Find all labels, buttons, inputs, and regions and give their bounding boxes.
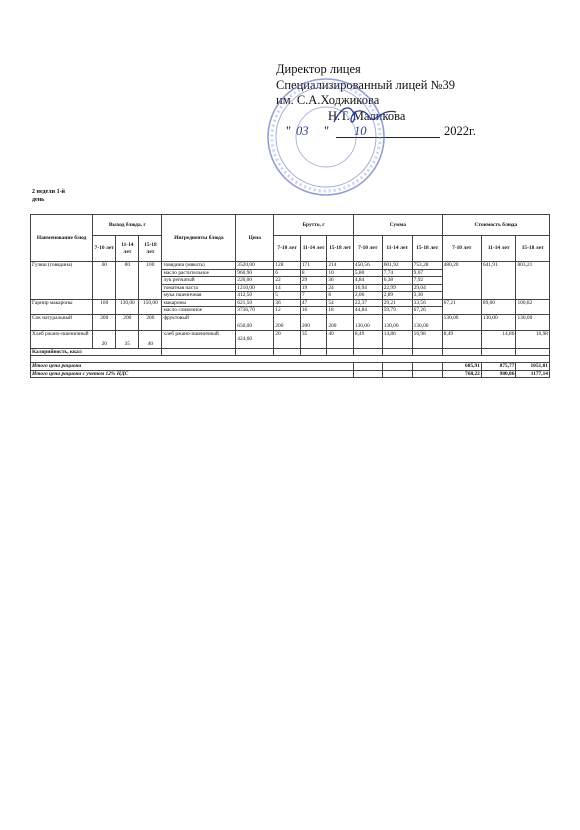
gross-cell: 8 [327, 292, 354, 300]
dish-name: Гарнир макароны [31, 299, 93, 314]
ingredient-name: фруктовый [162, 314, 236, 330]
total-vat-cell: 980,86 [481, 370, 516, 378]
total-cell: 685,91 [442, 363, 481, 371]
price-cell: 3736,70 [236, 307, 274, 315]
gross-cell: 47 [300, 299, 327, 307]
gross-cell: 14 [274, 284, 301, 292]
ingredient-name: лук репчатый [162, 277, 236, 285]
gross-cell: 24 [327, 284, 354, 292]
spacer-row [31, 356, 550, 363]
sum-cell: 5,80 [353, 269, 382, 277]
sum-cell: 8,49 [353, 330, 382, 348]
gross-cell: 20 [274, 330, 301, 348]
gross-cell: 171 [300, 262, 327, 270]
yield-cell: 150,00 [139, 299, 162, 314]
sum-cell: 16,98 [412, 330, 442, 348]
cost-cell: 641,91 [481, 262, 516, 300]
calories-label: Калорийность, ккал [31, 348, 162, 356]
approval-org: Специализированный лицей №39 [276, 77, 455, 92]
yield-cell: 40 [139, 330, 162, 348]
price-cell: 621,50 [236, 299, 274, 307]
ingredient-name: мука пшеничная [162, 292, 236, 300]
total-vat-cell: 1177,14 [516, 370, 550, 378]
header-dish: Наименование блюд [31, 215, 93, 262]
cost-cell: 100,82 [516, 299, 550, 314]
header-age: 7-10 лет [442, 236, 481, 262]
yield-cell: 100 [139, 262, 162, 300]
gross-cell: 36 [327, 277, 354, 285]
sum-cell: 14,86 [382, 330, 412, 348]
gross-cell: 12 [274, 307, 301, 315]
sum-cell: 7,74 [382, 269, 412, 277]
price-cell: 966,90 [236, 269, 274, 277]
gross-cell: 10 [327, 269, 354, 277]
approval-name-of: им. С.А.Ходжикова [276, 93, 380, 107]
header-age: 15-18 лет [327, 236, 354, 262]
sum-cell: 450,56 [353, 262, 382, 270]
table-row [31, 262, 550, 270]
header-age: 15-18 лет [516, 236, 550, 262]
sum-cell: 601,92 [382, 262, 412, 270]
header-age: 7-10 лет [274, 236, 301, 262]
gross-cell: 35 [300, 330, 327, 348]
header-age: 15-18 лет [412, 236, 442, 262]
price-cell: 1210,00 [236, 284, 274, 292]
yield-cell: 80 [116, 262, 139, 300]
price-cell: 412,50 [236, 292, 274, 300]
sum-cell: 29,04 [412, 284, 442, 292]
gross-cell: 200 [300, 314, 327, 330]
day-heading-line2: день [32, 197, 45, 203]
gross-cell: 22 [274, 277, 301, 285]
yield-cell: 130,00 [116, 299, 139, 314]
total-vat-label: Итого цена рациона с учетом 12% НДС [31, 370, 354, 378]
cost-cell: 16,98 [516, 330, 550, 348]
sum-cell: 67,26 [412, 307, 442, 315]
gross-cell: 16 [300, 307, 327, 315]
total-vat-row [31, 370, 550, 378]
date-year: 2022г. [444, 124, 476, 138]
yield-cell: 60 [93, 262, 116, 300]
yield-cell: 200 [139, 314, 162, 330]
cost-cell: 130,00 [481, 314, 516, 330]
cost-cell: 803,21 [516, 262, 550, 300]
header-gross: Брутто, г [274, 215, 354, 236]
header-age: 15-18 лет [139, 236, 162, 262]
total-row [31, 363, 550, 371]
cost-cell: 89,00 [481, 299, 516, 314]
header-age: 11-14 лет [116, 236, 139, 262]
total-vat-cell: 768,22 [442, 370, 481, 378]
gross-cell: 40 [327, 330, 354, 348]
date-quote-open: " [286, 124, 292, 138]
approval-title: Директор лицея [276, 62, 361, 76]
sum-cell: 33,56 [412, 299, 442, 307]
header-cost: Стоимость блюда [442, 215, 549, 236]
day-heading-line1: 2 недели 1-й [32, 189, 66, 195]
yield-cell: 200 [116, 314, 139, 330]
ingredient-name: говядина (мякоть) [162, 262, 236, 270]
sum-cell: 2,89 [382, 292, 412, 300]
sum-cell: 59,79 [382, 307, 412, 315]
table-row [31, 314, 550, 330]
sum-cell: 130,00 [353, 314, 382, 330]
ingredient-name: масло сливочное [162, 307, 236, 315]
ingredient-name: масло растительное [162, 269, 236, 277]
header-age: 7-10 лет [93, 236, 116, 262]
sum-cell: 6,38 [382, 277, 412, 285]
yield-cell: 100 [93, 299, 116, 314]
gross-cell: 6 [274, 269, 301, 277]
signature-icon [330, 100, 400, 130]
price-cell: 220,00 [236, 277, 274, 285]
menu-table [30, 214, 550, 378]
header-age: 11-14 лет [382, 236, 412, 262]
price-cell: 424,60 [236, 330, 274, 348]
gross-cell: 200 [274, 314, 301, 330]
gross-cell: 200 [327, 314, 354, 330]
gross-cell: 36 [274, 299, 301, 307]
yield-cell: 20 [93, 330, 116, 348]
gross-cell: 5 [274, 292, 301, 300]
cost-cell: 130,00 [516, 314, 550, 330]
table-row [31, 299, 550, 307]
gross-cell: 29 [300, 277, 327, 285]
seal-stamp-icon [264, 75, 388, 199]
sum-cell: 9,67 [412, 269, 442, 277]
sum-cell: 130,00 [412, 314, 442, 330]
table-row [31, 330, 550, 348]
ingredient-name: макароны [162, 299, 236, 307]
header-price: Цена [236, 215, 274, 262]
sum-cell: 22,37 [353, 299, 382, 307]
date-quote-close: " [324, 124, 330, 138]
cost-cell: 67,21 [442, 299, 481, 314]
cost-cell: 480,20 [442, 262, 481, 300]
ingredient-name: хлеб ржано-пшеничный [162, 330, 236, 348]
header-ingredients: Ингредиенты блюда [162, 215, 236, 262]
price-cell: 3520,00 [236, 262, 274, 270]
header-age: 11-14 лет [300, 236, 327, 262]
sum-cell: 7,92 [412, 277, 442, 285]
gross-cell: 7 [300, 292, 327, 300]
header-age: 11-14 лет [481, 236, 516, 262]
dish-name: Хлеб ржано-пшеничный [31, 330, 93, 348]
day-heading [32, 188, 65, 204]
price-cell: 650,00 [236, 314, 274, 330]
header-yield: Выход блюда, г [93, 215, 162, 236]
sum-cell: 22,99 [382, 284, 412, 292]
total-label: Итого цена рациона [31, 363, 354, 371]
dish-name: Гуляш (говядина) [31, 262, 93, 300]
yield-cell: 200 [93, 314, 116, 330]
calories-row [31, 348, 550, 356]
date-day: 03 [296, 124, 309, 138]
ingredient-name: томатная паста [162, 284, 236, 292]
cost-cell: 8,49 [442, 330, 481, 348]
sum-cell: 2,06 [353, 292, 382, 300]
sum-cell: 130,00 [382, 314, 412, 330]
sum-cell: 4,84 [353, 277, 382, 285]
gross-cell: 214 [327, 262, 354, 270]
dish-name: Сок натуральный [31, 314, 93, 330]
sum-cell: 753,28 [412, 262, 442, 270]
sum-cell: 3,30 [412, 292, 442, 300]
sum-cell: 44,84 [353, 307, 382, 315]
gross-cell: 54 [327, 299, 354, 307]
sum-cell: 16,94 [353, 284, 382, 292]
approval-signer: Н.Т. Маликова [328, 108, 406, 123]
header-sum: Сумма [353, 215, 442, 236]
yield-cell: 35 [116, 330, 139, 348]
sum-cell: 29,21 [382, 299, 412, 307]
gross-cell: 8 [300, 269, 327, 277]
gross-cell: 128 [274, 262, 301, 270]
header-age: 7-10 лет [353, 236, 382, 262]
total-cell: 875,77 [481, 363, 516, 371]
gross-cell: 18 [327, 307, 354, 315]
cost-cell: 14,86 [481, 330, 516, 348]
date-month: 10 [354, 124, 367, 138]
cost-cell: 130,00 [442, 314, 481, 330]
total-cell: 1051,01 [516, 363, 550, 371]
gross-cell: 19 [300, 284, 327, 292]
